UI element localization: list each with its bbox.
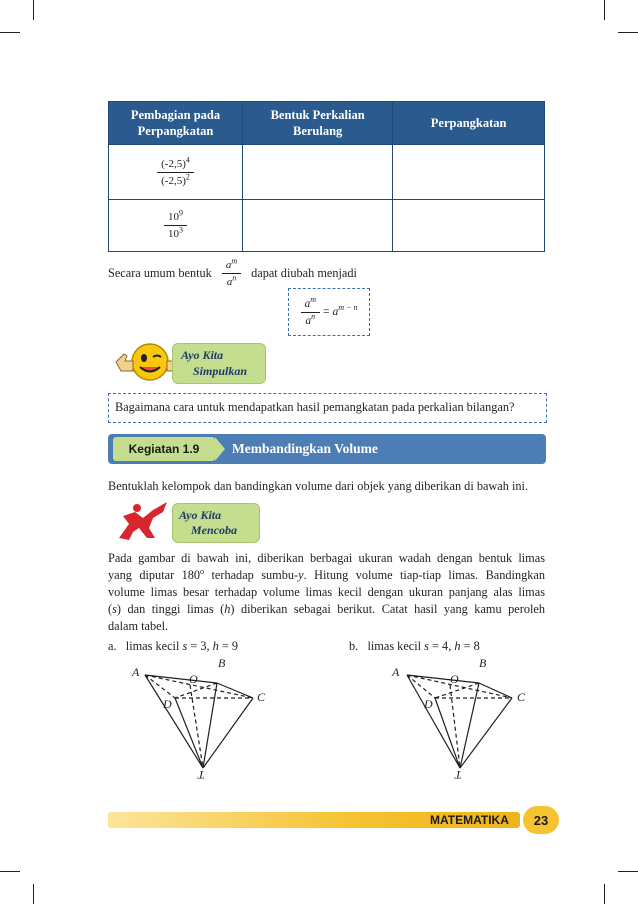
crop-mark bbox=[33, 884, 34, 904]
crop-mark bbox=[33, 0, 34, 20]
formula-rhs: $a^{m - n}$ bbox=[332, 303, 358, 318]
answer-cell[interactable] bbox=[393, 200, 545, 252]
general-form-prefix: Secara umum bentuk bbox=[108, 265, 212, 280]
label-B: B bbox=[479, 656, 487, 670]
kegiatan-arrow bbox=[215, 437, 225, 461]
footer-subject: MATEMATIKA bbox=[430, 813, 509, 827]
item-b: b. limas kecil s = 4, h = 8 bbox=[349, 639, 480, 653]
page-number-badge bbox=[523, 806, 559, 834]
table-header: Bentuk Perkalian Berulang bbox=[243, 102, 393, 145]
ayo-mencoba-badge bbox=[172, 503, 260, 543]
table-row bbox=[109, 145, 545, 200]
ayo-mencoba-line1: Ayo Kita bbox=[179, 508, 222, 522]
paragraph-line: Pada gambar di bawah ini, diberikan berbagai ukuran wadah dengan bentuk limas bbox=[108, 551, 545, 565]
label-O: O bbox=[450, 672, 459, 686]
ayo-simpulkan-line1: Ayo Kita bbox=[181, 348, 224, 362]
paragraph-line: yang diputar 180$^o$ terhadap sumbu-y. Hitung volume tiap-tiap limas. Bandingkan bbox=[108, 566, 545, 582]
label-B: B bbox=[218, 656, 226, 670]
crop-mark bbox=[604, 884, 605, 904]
running-figure-icon bbox=[111, 500, 179, 544]
label-A: A bbox=[132, 665, 140, 679]
ayo-simpulkan-badge bbox=[172, 343, 266, 384]
page-number: 23 bbox=[533, 812, 549, 828]
label-D: D bbox=[163, 697, 172, 711]
general-form-fraction: $\frac{a^m}{a^n}$ bbox=[222, 257, 241, 290]
fraction: $\frac{10^9}{10^3}$ bbox=[164, 209, 187, 242]
formula-box bbox=[288, 288, 370, 336]
general-form-line bbox=[108, 256, 357, 290]
kegiatan-tag-label: Kegiatan 1.9 bbox=[128, 442, 200, 456]
instruction-paragraph bbox=[108, 550, 545, 635]
crop-mark bbox=[0, 32, 20, 33]
question-text: Bagaimana cara untuk mendapatkan hasil pemangkatan pada perkalian bilangan? bbox=[115, 400, 515, 414]
answer-cell[interactable] bbox=[243, 200, 393, 252]
label-T: T bbox=[455, 768, 462, 782]
exponent-division-table bbox=[108, 101, 545, 252]
fraction-cell bbox=[109, 145, 243, 200]
label-A: A bbox=[392, 665, 400, 679]
crop-mark bbox=[0, 871, 20, 872]
crop-mark bbox=[604, 0, 605, 20]
general-form-suffix: dapat diubah menjadi bbox=[251, 265, 357, 280]
kegiatan-tag bbox=[113, 437, 215, 461]
label-C: C bbox=[257, 690, 266, 704]
paragraph-line: dalam tabel. bbox=[108, 619, 169, 633]
inverted-pyramid-a bbox=[120, 655, 280, 785]
inverted-pyramid-b bbox=[382, 655, 542, 785]
kegiatan-title: Membandingkan Volume bbox=[232, 441, 378, 456]
crop-mark bbox=[618, 32, 638, 33]
table-header: Pembagian pada Perpangkatan bbox=[109, 102, 243, 145]
intro-text: Bentuklah kelompok dan bandingkan volume dari objek yang diberikan di bawah ini. bbox=[108, 479, 529, 493]
formula-fraction: $\frac{a^m}{a^n}$ bbox=[301, 296, 321, 329]
label-D: D bbox=[424, 697, 433, 711]
ayo-simpulkan-line2: Simpulkan bbox=[193, 364, 248, 378]
item-a: a. limas kecil s = 3, h = 9 bbox=[108, 639, 239, 653]
fraction: $\frac{(-2,5)^4}{(-2,5)^2}$ bbox=[157, 156, 194, 189]
formula-equals: = bbox=[323, 306, 330, 318]
answer-cell[interactable] bbox=[393, 145, 545, 200]
table-header: Perpangkatan bbox=[393, 102, 545, 145]
ayo-mencoba-line2: Mencoba bbox=[191, 523, 237, 537]
answer-cell[interactable] bbox=[243, 145, 393, 200]
label-T: T bbox=[198, 768, 205, 782]
label-C: C bbox=[517, 690, 526, 704]
fraction-cell bbox=[109, 200, 243, 252]
label-O: O bbox=[189, 672, 198, 686]
paragraph-line: (s) dan tinggi limas (h) diberikan sebagai berikut. Catat hasil yang kamu peroleh bbox=[108, 602, 545, 616]
crop-mark bbox=[618, 871, 638, 872]
table-row bbox=[109, 200, 545, 252]
paragraph-line: volume limas besar terhadap volume limas kecil dengan ukuran panjang alas limas bbox=[108, 585, 545, 599]
